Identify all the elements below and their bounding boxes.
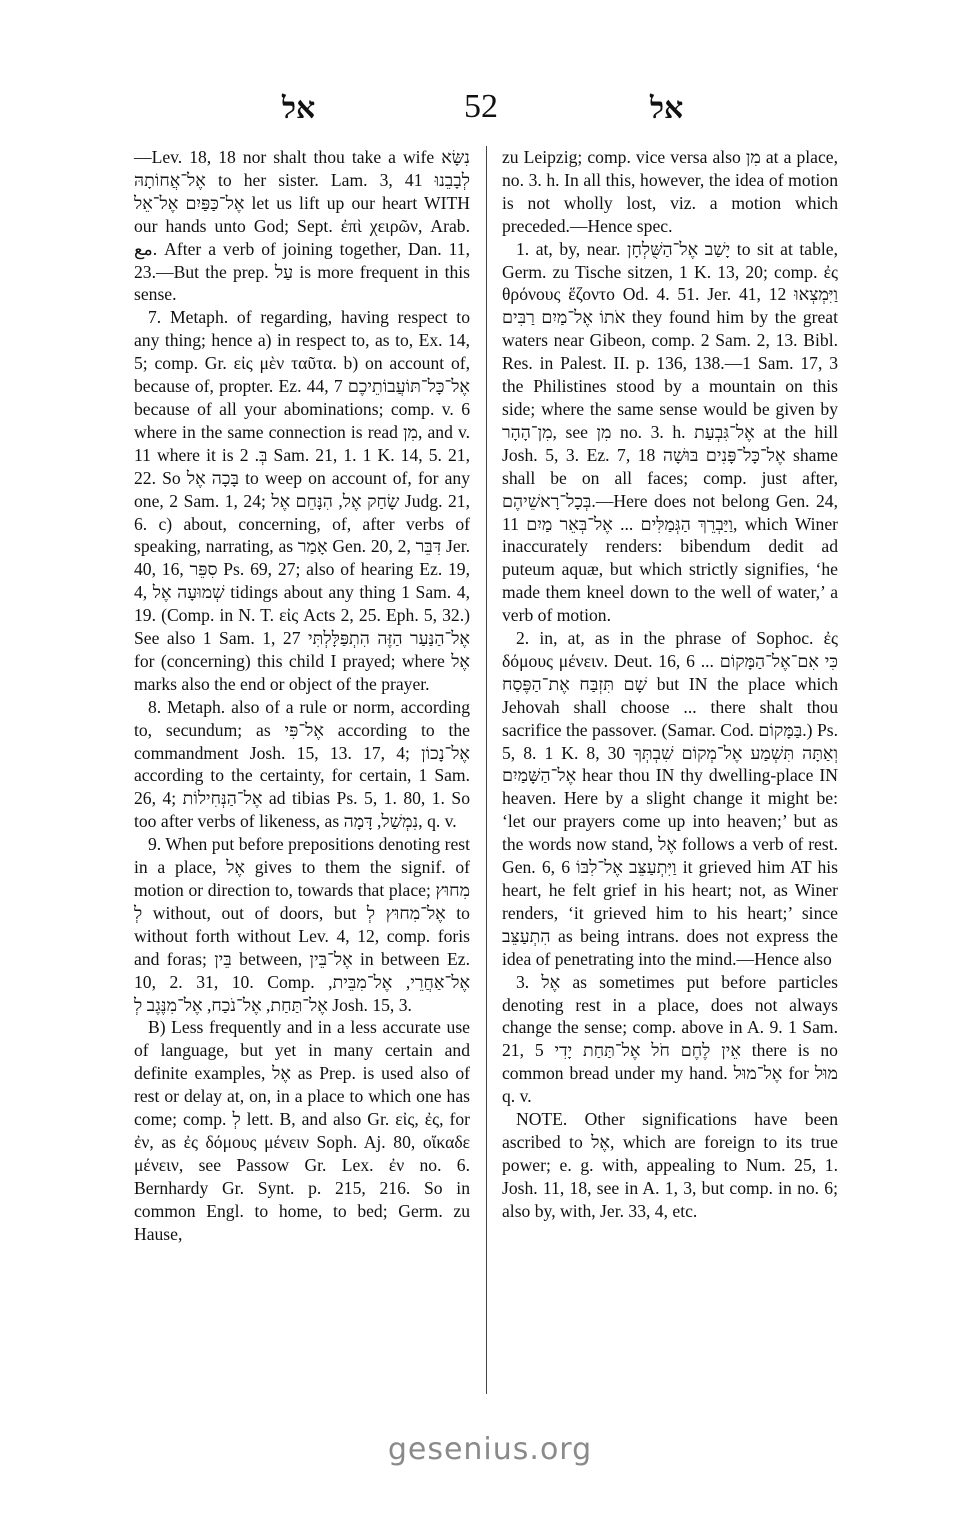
left-column xyxy=(134,146,470,1246)
column-divider xyxy=(486,146,487,1394)
right-column xyxy=(502,146,838,1223)
left-paragraph-5: B) Less frequently and in a less accurate use of language, but yet in many certain and definite examples, אֶל as Prep. is used also of rest or delay at, on, in a place to which one has come; comp. לְ lett. B, and also Gr. εἰς, ἐς, for ἐν, as ἐς δόμους μένειν Soph. Aj. 80, οἴκαδε μένειν, see Passow Gr. Lex. ἐν no. 6. Bernhardy Gr. Synt. p. 215, 216. So in common Engl. to home, to bed; Germ. zu Hause, xyxy=(134,1017,470,1244)
header-left-word: אל xyxy=(282,92,316,125)
site-watermark: gesenius.org xyxy=(387,1432,593,1467)
right-paragraph-2: 1. at, by, near. יָשַׁב אֶל־הַשֻּׁלְחָן to sit at table, Germ. zu Tische sitzen, 1 K. 13, 20; comp. ἐς θρόνους ἕζοντο Od. 4. 51. Jer. 41, 12 וַיִּמְצְאוּ אֹתוֹ אֶל־מַיִם רַבִּים they found him by the great waters near Gibeon, comp. 2 Sam. 2, 13. Bibl. Res. in Palest. II. p. 136, 138.—1 Sam. 17, 3 the Philistines stood by a mountain on this side; where the same sense would be given by מִן־הָהָר, see מִן no. 3. h. אֶל־גִּבְעַת at the hill Josh. 5, 3. Ez. 7, 18 אֶל־כָּל־פָּנִים בּוּשָׁה shame shall be on all faces; comp. just after, בְּכָל־רָאשֵׁיהֶם.—Here does not belong Gen. 24, 11 וַיַּבְרֵךְ הַגְּמַלִּים ... אֶל־בְּאֵר מַיִם, which Winer inaccurately renders: bibendum dedit ad puteum aquæ, but which strictly signifies, ‘he made them kneel down to the well of water,’ a verb of motion. xyxy=(502,238,838,626)
left-paragraph-3: 8. Metaph. also of a rule or norm, according to, secundum; as אֶל־פִּי according to the commandment Josh. 15, 13. 17, 4; אֶל־נָכוֹן according to the certainty, for certain, 1 Sam. 26, 4; אֶל־הַנְּחִילוֹת ad tibias Ps. 5, 1. 80, 1. So too after verbs of likeness, as נִמְשַׁל, דָּמָה, q. v. xyxy=(134,696,470,832)
left-paragraph-4: 9. When put before prepositions denoting rest in a place, אֶל gives to them the signif. of motion or direction to, towards that place; מִחוּץ לְ without, out of doors, but אֶל־מִחוּץ לְ to without forth without Lev. 4, 12, comp. foris and foras; בֵּין between, אֶל־בֵּין in between Ez. 10, 2. 31, 10. Comp. אֶל־אַחֲרֵי, אֶל־מִבֵּית, אֶל־תַּחַת, אֶל־נֹכַח, אֶל־מִנֶּגֶב לְ Josh. 15, 3. xyxy=(134,834,471,1015)
page-header xyxy=(130,88,850,132)
right-paragraph-3: 2. in, at, as in the phrase of Sophoc. ἐς δόμους μένειν. Deut. 16, 6 כִּי אִם־אֶל־הַמָּקוֹם ... שָׁם תִּזְבַּח אֶת־הַפֶּסַח but IN the place which Jehovah shall choose ... there shalt thou sacrifice the passover. (Samar. Cod. בַּמָּקוֹם.) Ps. 5, 8. 1 K. 8, 30 וְאַתָּה תִּשְׁמַע אֶל־מְקוֹם שִׁבְתְּךָ אֶל־הַשָּׁמַיִם hear thou IN thy dwelling-place IN heaven. Here by a slight change it might be: ‘let our prayers come up into heaven;’ but as the words now stand, אֶל follows a verb of rest. Gen. 6, 6 וַיִּתְעַצֵּב אֶל־לִבּוֹ it grieved him AT his heart, he felt grief in his heart; not, as Winer renders, ‘it grieved him to his heart;’ since הִתְעַצֵּב as being intrans. does not express the idea of penetrating into the mind.—Hence also xyxy=(502,628,839,969)
page-number: 52 xyxy=(464,88,498,125)
right-paragraph-4: 3. אֶל as sometimes put before particles denoting rest in a place, does not always change the sense; comp. above in A. 9. 1 Sam. 21, 5 אֵין לֶחֶם חֹל אֶל־תַּחַת יָדִי there is no common bread under my hand. אֶל־מוּל for מוּל q. v. xyxy=(502,971,838,1107)
left-paragraph-1: —Lev. 18, 18 nor shalt thou take a wife נִשָּׂא אֶל־אֲחוֹתָהּ to her sister. Lam. 3, 41 לְבָבֵנוּ אֶל־כַּפַּיִם אֶל־אֵל let us lift up our heart WITH our hands unto God; Sept. ἐπὶ χειρῶν, Arab. مع. After a verb of joining together, Dan. 11, 23.—But the prep. עַל is more frequent in this sense. xyxy=(134,147,470,305)
left-paragraph-2: 7. Metaph. of regarding, having respect to any thing; hence a) in respect to, as to, Ex. 14, 5; comp. Gr. εἰς μὲν ταῦτα. b) on account of, because of, propter. Ez. 44, 7 אֶל־כָּל־תּוֹעֲבוֹתֵיכֶם because of all your abominations; comp. v. 6 where in the same connection is read מִן, and v. 11 where it is בְּ. 2 Sam. 21, 1. 1 K. 14, 5. 21, 22. So בָּכָה אֶל to weep on account of, for any one, 2 Sam. 1, 24; שָׂחַק אֶל, הִנָּחֵם אֶל Judg. 21, 6. c) about, concerning, of, after verbs of speaking, narrating, as אָמַר Gen. 20, 2, דִּבֵּר Jer. 40, 16, סִפֵּר Ps. 69, 27; also of hearing Ez. 19, 4, שְׁמוּעָה אֶל tidings about any thing 1 Sam. 4, 19. (Comp. in N. T. εἰς Acts 2, 25. Eph. 5, 32.) See also 1 Sam. 1, 27 אֶל־הַנַּעַר הַזֶּה הִתְפַּלָּלְתִּי for (concerning) this child I prayed; where אֶל marks also the end or object of the prayer. xyxy=(134,307,471,694)
right-paragraph-1: zu Leipzig; comp. vice versa also מִן at a place, no. 3. h. In all this, however, the idea of motion is not wholly lost, viz. a motion which preceded.—Hence spec. xyxy=(502,147,838,236)
header-right-word: אל xyxy=(650,92,684,125)
right-paragraph-5: NOTE. Other significations have been ascribed to אֶל, which are foreign to its true power; e. g. with, appealing to Num. 25, 1. Josh. 11, 18, see in A. 1, 3, but comp. in no. 6; also by, with, Jer. 33, 4, etc. xyxy=(502,1109,838,1221)
